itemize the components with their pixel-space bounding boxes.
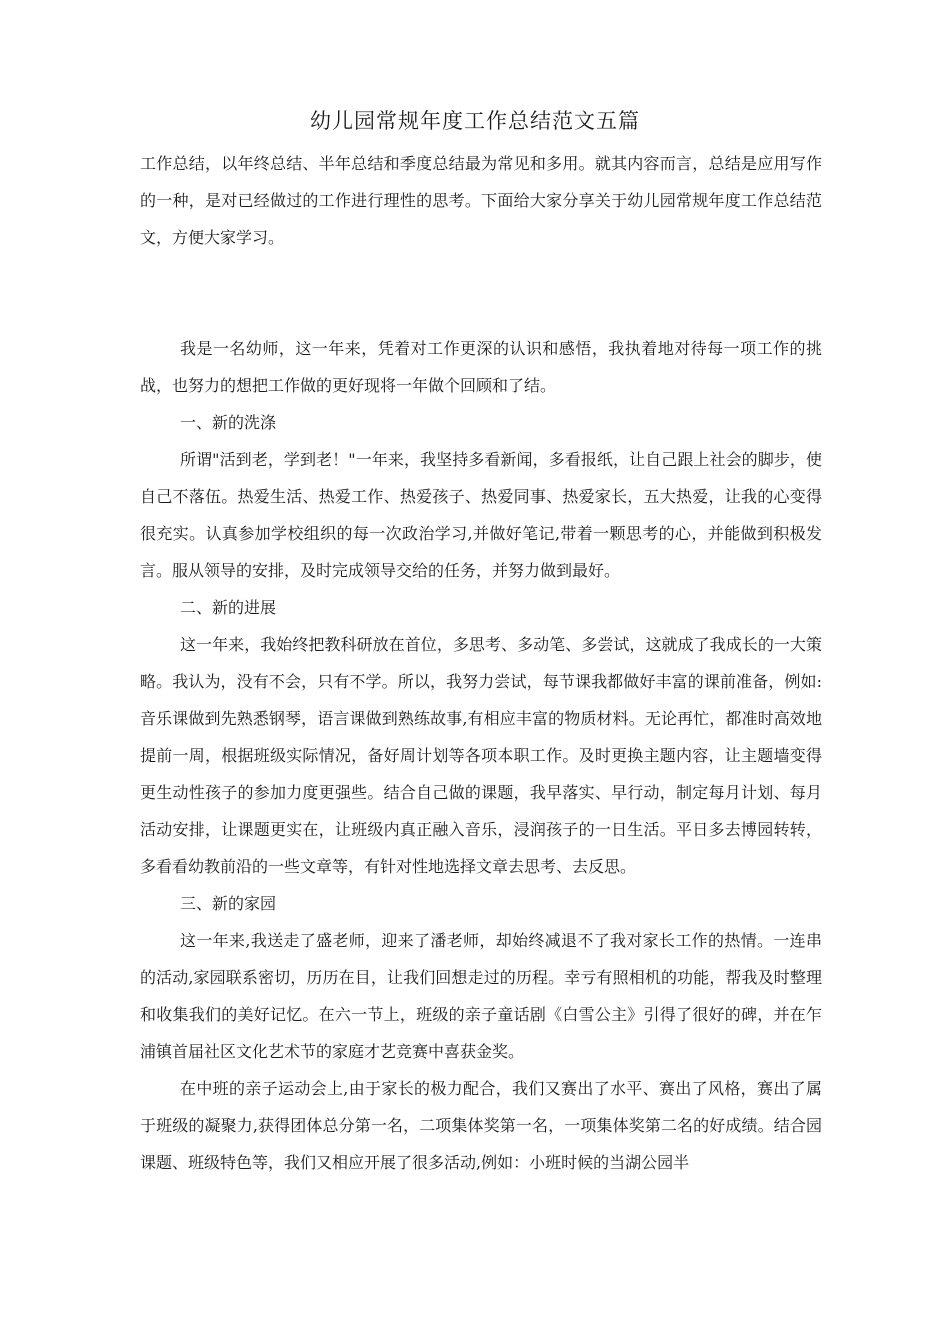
body-paragraph: 我是一名幼师，这一年来，凭着对工作更深的认识和感悟，我执着地对待每一项工作的挑战，也努力的想把工作做的更好现将一年做个回顾和了结。 xyxy=(140,339,822,395)
section-heading-3: 三、新的家园 xyxy=(180,894,277,913)
document-title: 幼儿园常规年度工作总结范文五篇 xyxy=(310,109,640,133)
body-paragraph: 这一年来，我始终把教科研放在首位，多思考、多动笔、多尝试，这就成了我成长的一大策略。我认为，没有不会，只有不学。所以，我努力尝试，每节课我都做好丰富的课前准备，例如:音乐课做到先熟悉钢琴，语言课做到熟练故事,有相应丰富的物质材料。无论再忙，都准时高效地提前一周，根据班级实际情况，备好周计划等各项本职工作。及时更换主题内容，让主题墙变得更生动性孩子的参加力度更强些。结合自己做的课题，我早落实、早行动，制定每月计划、每月活动安排，让课题更实在，让班级内真正融入音乐，浸润孩子的一日生活。平日多去博园转转，多看看幼教前沿的一些文章等，有针对性地选择文章去思考、去反思。 xyxy=(140,635,822,876)
paragraph-spacer xyxy=(140,256,822,330)
document-body xyxy=(140,145,822,1181)
body-paragraph: 这一年来,我送走了盛老师，迎来了潘老师，却始终减退不了我对家长工作的热情。一连串的活动,家园联系密切，历历在目，让我们回想走过的历程。幸亏有照相机的功能，帮我及时整理和收集我们的美好记忆。在六一节上，班级的亲子童话剧《白雪公主》引得了很好的碑，并在乍浦镇首届社区文化艺术节的家庭才艺竞赛中喜获金奖。 xyxy=(140,931,822,1061)
intro-paragraph: 工作总结，以年终总结、半年总结和季度总结最为常见和多用。就其内容而言，总结是应用写作的一种，是对已经做过的工作进行理性的思考。下面给大家分享关于幼儿园常规年度工作总结范文，方便大家学习。 xyxy=(140,154,822,247)
body-paragraph: 在中班的亲子运动会上,由于家长的极力配合，我们又赛出了水平、赛出了风格，赛出了属于班级的凝聚力,获得团体总分第一名，二项集体奖第一名，一项集体奖第二名的好成绩。结合园课题、班级特色等，我们又相应开展了很多活动,例如：小班时候的当湖公园半 xyxy=(140,1079,822,1172)
section-heading-1: 一、新的洗涤 xyxy=(180,413,277,432)
body-paragraph: 所谓"活到老，学到老！"一年来，我坚持多看新闻，多看报纸，让自己跟上社会的脚步，使自己不落伍。热爱生活、热爱工作、热爱孩子、热爱同事、热爱家长，五大热爱，让我的心变得很充实。认真参加学校组织的每一次政治学习,并做好笔记,带着一颗思考的心，并能做到积极发言。服从领导的安排，及时完成领导交给的任务，并努力做到最好。 xyxy=(140,450,822,580)
section-heading-2: 二、新的进展 xyxy=(180,598,277,617)
